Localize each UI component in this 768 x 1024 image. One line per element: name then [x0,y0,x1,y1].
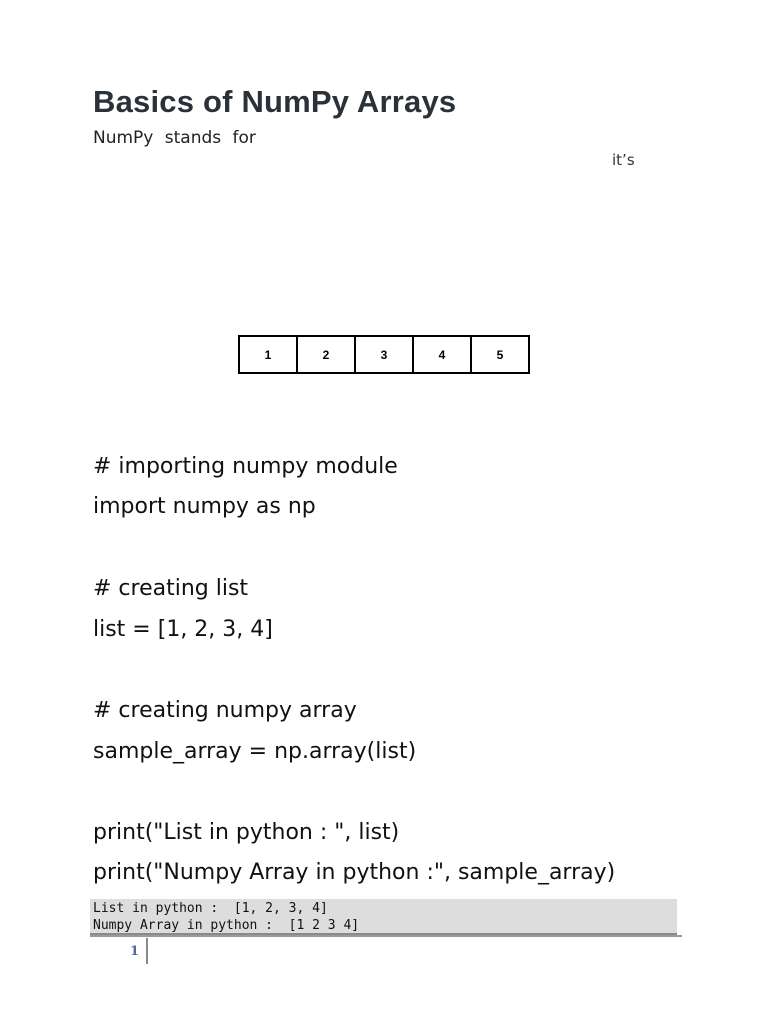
output-line: List in python : [1, 2, 3, 4] [93,901,328,916]
array-cell: 1 [240,337,298,372]
code-print-list-line: print("List in python : ", list) [93,820,400,845]
page-title: Basics of NumPy Arrays [93,84,457,119]
array-cell: 5 [496,347,504,362]
array-cell: 2 [298,337,356,372]
code-comment-array: # creating numpy array [93,698,357,723]
code-print-array-line: print("Numpy Array in python :", sample_array) [93,860,616,885]
code-array-line: sample_array = np.array(list) [93,739,417,764]
page-number: 1 [130,944,140,959]
output-line: Numpy Array in python : [1 2 3 4] [93,918,360,933]
array-cell: 4 [414,337,472,372]
array-cell: 3 [356,337,414,372]
code-import-line: import numpy as np [93,494,316,519]
code-comment-list: # creating list [93,576,249,601]
output-block [90,899,677,935]
intro-text-tail: it’s [612,151,635,169]
code-comment-import: # importing numpy module [93,454,398,479]
code-list-line: list = [1, 2, 3, 4] [93,617,273,642]
output-divider [90,935,682,937]
array-diagram [238,335,530,374]
page-number-divider [146,938,148,964]
intro-text: NumPy stands for [93,128,256,148]
